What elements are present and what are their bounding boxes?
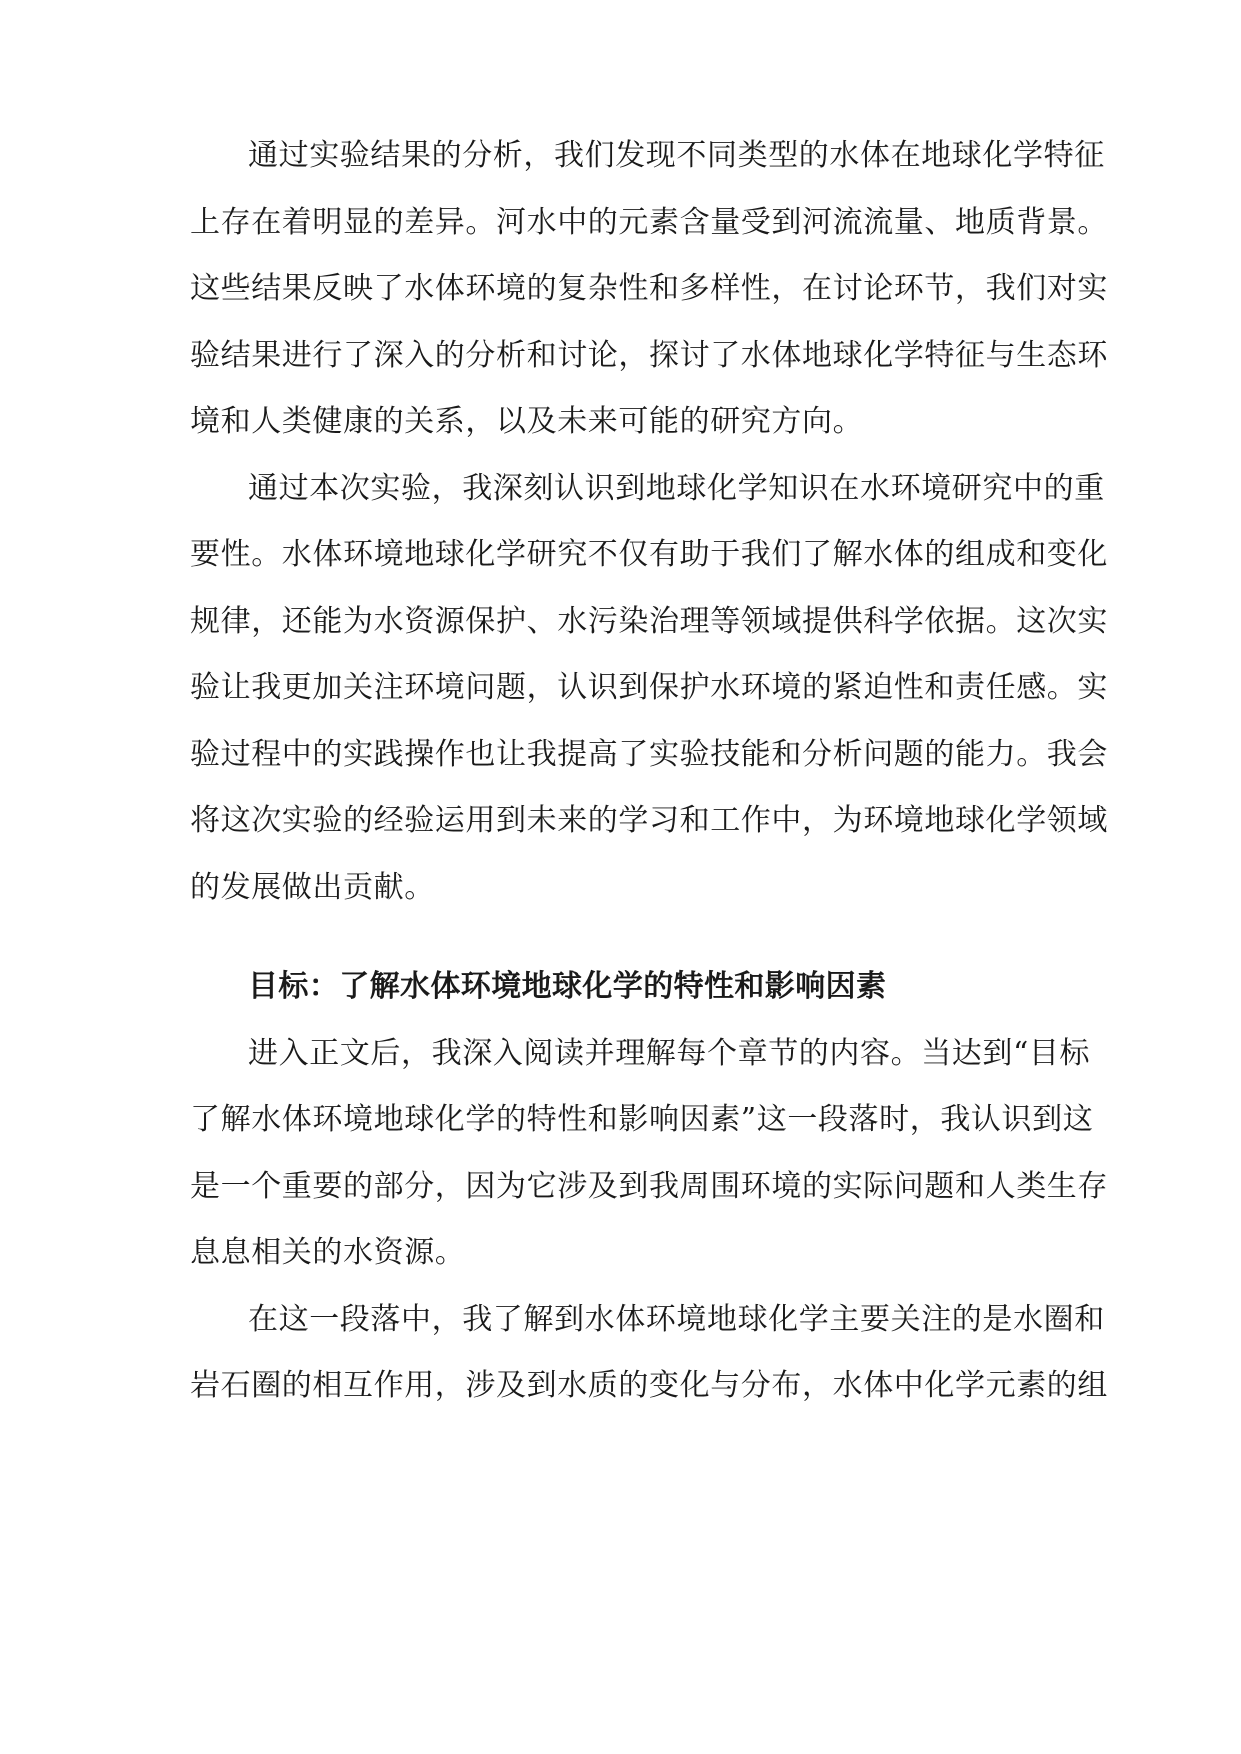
paragraph-1-line-2: 上存在着明显的差异。河水中的元素含量受到河流流量、地质背景。: [190, 205, 1108, 240]
paragraph-2-line-2: 要性。水体环境地球化学研究不仅有助于我们了解水体的组成和变化: [190, 537, 1108, 572]
paragraph-2-line-7: 的发展做出贡献。: [190, 870, 435, 905]
section-heading: 目标：了解水体环境地球化学的特性和影响因素: [248, 969, 887, 1004]
paragraph-3-line-4: 息息相关的水资源。: [190, 1235, 466, 1270]
paragraph-1-line-4: 验结果进行了深入的分析和讨论，探讨了水体地球化学特征与生态环: [190, 338, 1108, 373]
paragraph-1-line-1: 通过实验结果的分析，我们发现不同类型的水体在地球化学特征: [248, 138, 1105, 173]
paragraph-3-line-2: 了解水体环境地球化学的特性和影响因素”这一段落时，我认识到这: [190, 1102, 1094, 1137]
paragraph-1-line-5: 境和人类健康的关系，以及未来可能的研究方向。: [190, 404, 864, 439]
paragraph-3-line-1: 进入正文后，我深入阅读并理解每个章节的内容。当达到“目标: [248, 1036, 1091, 1071]
paragraph-1-line-3: 这些结果反映了水体环境的复杂性和多样性，在讨论环节，我们对实: [190, 271, 1108, 306]
paragraph-2-line-1: 通过本次实验，我深刻认识到地球化学知识在水环境研究中的重: [248, 471, 1105, 506]
paragraph-2-line-6: 将这次实验的经验运用到未来的学习和工作中，为环境地球化学领域: [190, 803, 1108, 838]
paragraph-4-line-2: 岩石圈的相互作用，涉及到水质的变化与分布，水体中化学元素的组: [190, 1368, 1108, 1403]
paragraph-3-line-3: 是一个重要的部分，因为它涉及到我周围环境的实际问题和人类生存: [190, 1169, 1108, 1204]
paragraph-4-line-1: 在这一段落中，我了解到水体环境地球化学主要关注的是水圈和: [248, 1302, 1105, 1337]
paragraph-2-line-4: 验让我更加关注环境问题，认识到保护水环境的紧迫性和责任感。实: [190, 670, 1108, 705]
paragraph-2-line-3: 规律，还能为水资源保护、水污染治理等领域提供科学依据。这次实: [190, 604, 1108, 639]
paragraph-2-line-5: 验过程中的实践操作也让我提高了实验技能和分析问题的能力。我会: [190, 737, 1108, 772]
